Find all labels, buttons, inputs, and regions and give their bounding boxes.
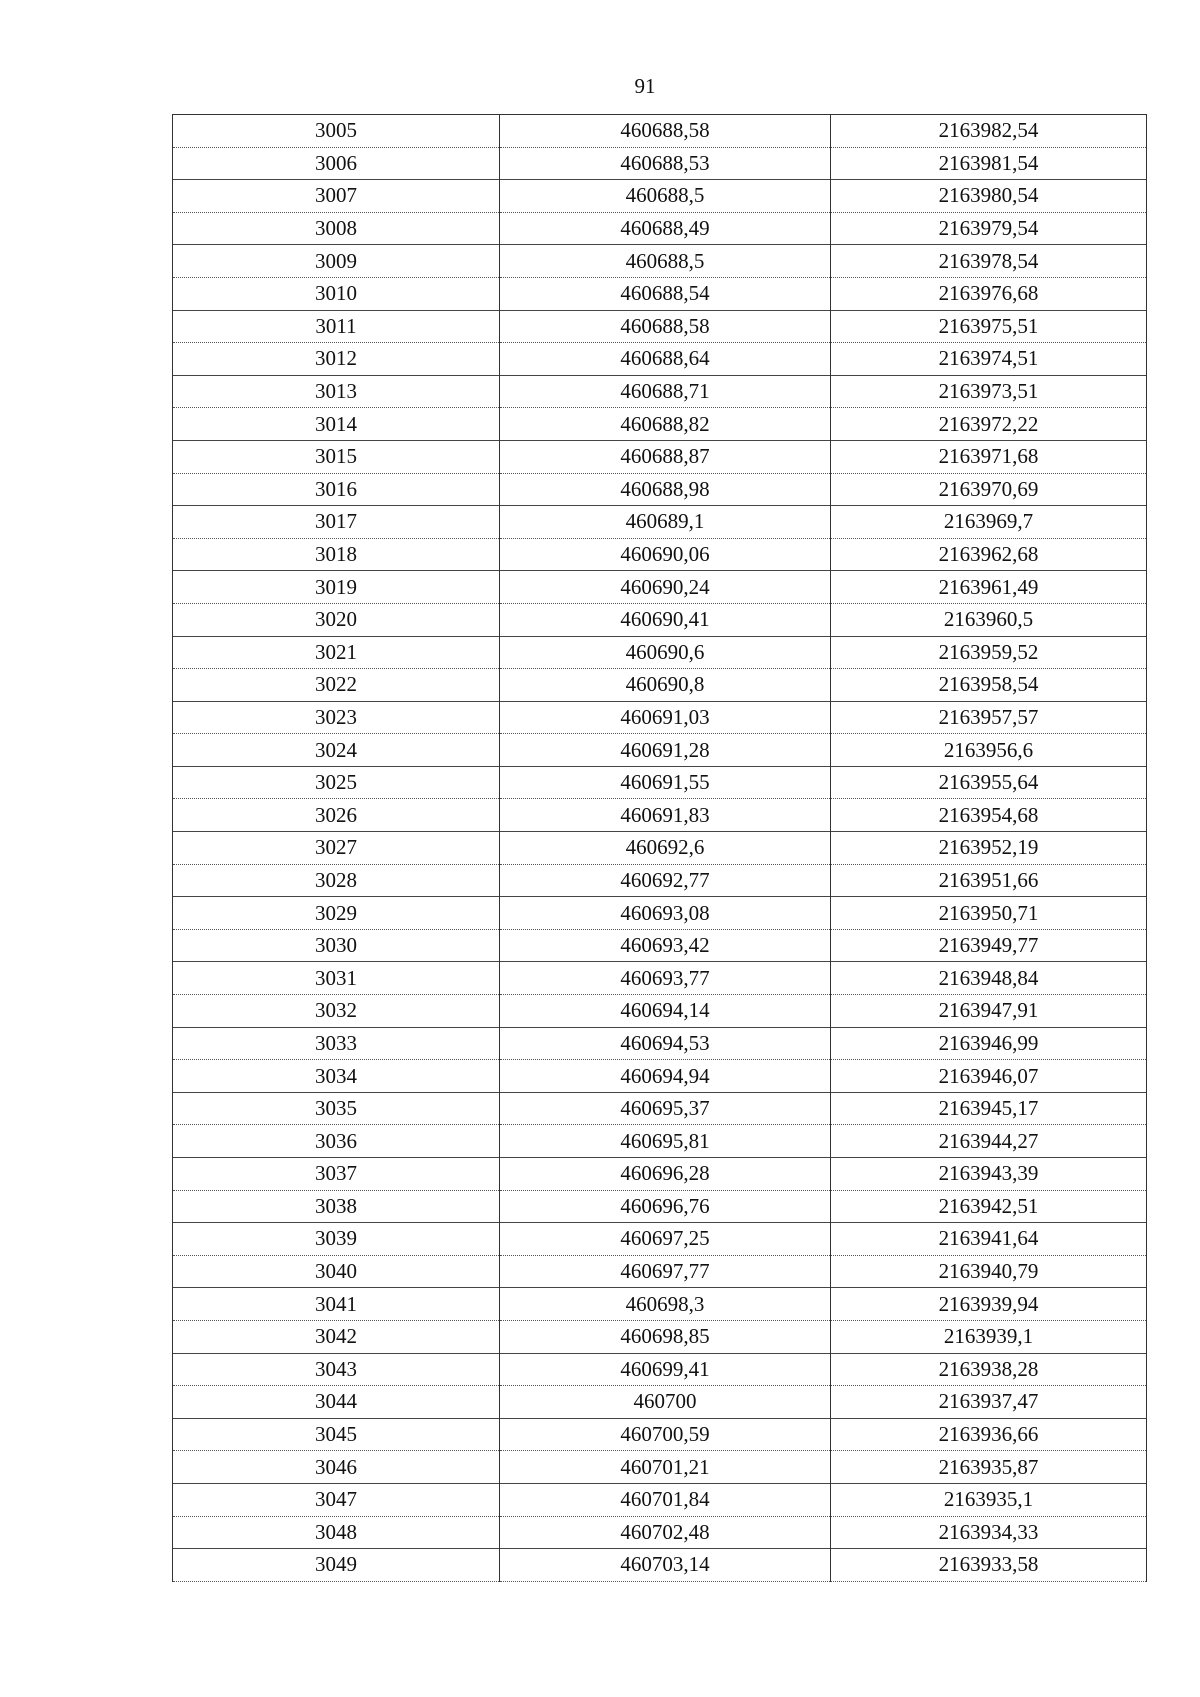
x-coordinate-cell: 460688,53 — [500, 147, 831, 180]
point-number-cell: 3022 — [173, 669, 500, 702]
table-row — [173, 799, 1147, 832]
x-coordinate-cell: 460688,58 — [500, 115, 831, 148]
table-row — [173, 277, 1147, 310]
x-coordinate-cell: 460695,37 — [500, 1092, 831, 1125]
table-row — [173, 473, 1147, 506]
table-row — [173, 1386, 1147, 1419]
table-row — [173, 571, 1147, 604]
x-coordinate-cell: 460700,59 — [500, 1418, 831, 1451]
y-coordinate-cell: 2163944,27 — [831, 1125, 1147, 1158]
x-coordinate-cell: 460695,81 — [500, 1125, 831, 1158]
y-coordinate-cell: 2163942,51 — [831, 1190, 1147, 1223]
x-coordinate-cell: 460700 — [500, 1386, 831, 1419]
y-coordinate-cell: 2163934,33 — [831, 1516, 1147, 1549]
point-number-cell: 3037 — [173, 1158, 500, 1191]
x-coordinate-cell: 460688,58 — [500, 310, 831, 343]
x-coordinate-cell: 460688,87 — [500, 440, 831, 473]
point-number-cell: 3047 — [173, 1483, 500, 1516]
point-number-cell: 3038 — [173, 1190, 500, 1223]
x-coordinate-cell: 460688,5 — [500, 180, 831, 213]
point-number-cell: 3040 — [173, 1255, 500, 1288]
x-coordinate-cell: 460690,41 — [500, 603, 831, 636]
table-row — [173, 701, 1147, 734]
table-row — [173, 440, 1147, 473]
y-coordinate-cell: 2163937,47 — [831, 1386, 1147, 1419]
y-coordinate-cell: 2163933,58 — [831, 1549, 1147, 1582]
x-coordinate-cell: 460691,55 — [500, 766, 831, 799]
table-row — [173, 538, 1147, 571]
point-number-cell: 3020 — [173, 603, 500, 636]
table-row — [173, 375, 1147, 408]
point-number-cell: 3026 — [173, 799, 500, 832]
y-coordinate-cell: 2163936,66 — [831, 1418, 1147, 1451]
y-coordinate-cell: 2163957,57 — [831, 701, 1147, 734]
table-row — [173, 115, 1147, 148]
y-coordinate-cell: 2163935,87 — [831, 1451, 1147, 1484]
table-row — [173, 245, 1147, 278]
x-coordinate-cell: 460691,28 — [500, 734, 831, 767]
page-number: 91 — [634, 74, 656, 98]
point-number-cell: 3043 — [173, 1353, 500, 1386]
point-number-cell: 3006 — [173, 147, 500, 180]
point-number-cell: 3036 — [173, 1125, 500, 1158]
point-number-cell: 3014 — [173, 408, 500, 441]
point-number-cell: 3034 — [173, 1060, 500, 1093]
y-coordinate-cell: 2163981,54 — [831, 147, 1147, 180]
point-number-cell: 3010 — [173, 277, 500, 310]
table-row — [173, 962, 1147, 995]
x-coordinate-cell: 460693,42 — [500, 929, 831, 962]
y-coordinate-cell: 2163974,51 — [831, 343, 1147, 376]
x-coordinate-cell: 460693,77 — [500, 962, 831, 995]
table-row — [173, 603, 1147, 636]
y-coordinate-cell: 2163943,39 — [831, 1158, 1147, 1191]
y-coordinate-cell: 2163938,28 — [831, 1353, 1147, 1386]
table-row — [173, 832, 1147, 865]
point-number-cell: 3045 — [173, 1418, 500, 1451]
table-row — [173, 1190, 1147, 1223]
point-number-cell: 3046 — [173, 1451, 500, 1484]
x-coordinate-cell: 460702,48 — [500, 1516, 831, 1549]
x-coordinate-cell: 460690,6 — [500, 636, 831, 669]
point-number-cell: 3031 — [173, 962, 500, 995]
table-row — [173, 1092, 1147, 1125]
y-coordinate-cell: 2163952,19 — [831, 832, 1147, 865]
coordinates-table-body — [173, 115, 1147, 1582]
table-row — [173, 1060, 1147, 1093]
y-coordinate-cell: 2163961,49 — [831, 571, 1147, 604]
point-number-cell: 3035 — [173, 1092, 500, 1125]
x-coordinate-cell: 460694,94 — [500, 1060, 831, 1093]
y-coordinate-cell: 2163955,64 — [831, 766, 1147, 799]
y-coordinate-cell: 2163939,94 — [831, 1288, 1147, 1321]
y-coordinate-cell: 2163982,54 — [831, 115, 1147, 148]
x-coordinate-cell: 460697,25 — [500, 1223, 831, 1256]
table-row — [173, 343, 1147, 376]
x-coordinate-cell: 460688,5 — [500, 245, 831, 278]
point-number-cell: 3039 — [173, 1223, 500, 1256]
point-number-cell: 3033 — [173, 1027, 500, 1060]
x-coordinate-cell: 460696,76 — [500, 1190, 831, 1223]
table-row — [173, 1223, 1147, 1256]
y-coordinate-cell: 2163948,84 — [831, 962, 1147, 995]
x-coordinate-cell: 460691,83 — [500, 799, 831, 832]
y-coordinate-cell: 2163935,1 — [831, 1483, 1147, 1516]
y-coordinate-cell: 2163970,69 — [831, 473, 1147, 506]
x-coordinate-cell: 460689,1 — [500, 506, 831, 539]
y-coordinate-cell: 2163945,17 — [831, 1092, 1147, 1125]
table-row — [173, 1418, 1147, 1451]
point-number-cell: 3030 — [173, 929, 500, 962]
table-row — [173, 1255, 1147, 1288]
table-row — [173, 1158, 1147, 1191]
table-row — [173, 180, 1147, 213]
point-number-cell: 3008 — [173, 212, 500, 245]
table-row — [173, 1483, 1147, 1516]
table-row — [173, 636, 1147, 669]
x-coordinate-cell: 460688,64 — [500, 343, 831, 376]
x-coordinate-cell: 460696,28 — [500, 1158, 831, 1191]
table-row — [173, 929, 1147, 962]
y-coordinate-cell: 2163972,22 — [831, 408, 1147, 441]
table-row — [173, 1288, 1147, 1321]
x-coordinate-cell: 460688,49 — [500, 212, 831, 245]
x-coordinate-cell: 460694,14 — [500, 995, 831, 1028]
x-coordinate-cell: 460690,24 — [500, 571, 831, 604]
x-coordinate-cell: 460692,77 — [500, 864, 831, 897]
point-number-cell: 3017 — [173, 506, 500, 539]
x-coordinate-cell: 460701,84 — [500, 1483, 831, 1516]
point-number-cell: 3021 — [173, 636, 500, 669]
y-coordinate-cell: 2163976,68 — [831, 277, 1147, 310]
y-coordinate-cell: 2163954,68 — [831, 799, 1147, 832]
y-coordinate-cell: 2163951,66 — [831, 864, 1147, 897]
x-coordinate-cell: 460693,08 — [500, 897, 831, 930]
y-coordinate-cell: 2163941,64 — [831, 1223, 1147, 1256]
y-coordinate-cell: 2163969,7 — [831, 506, 1147, 539]
table-row — [173, 1125, 1147, 1158]
table-row — [173, 669, 1147, 702]
point-number-cell: 3009 — [173, 245, 500, 278]
point-number-cell: 3019 — [173, 571, 500, 604]
point-number-cell: 3013 — [173, 375, 500, 408]
x-coordinate-cell: 460688,98 — [500, 473, 831, 506]
table-row — [173, 766, 1147, 799]
x-coordinate-cell: 460688,82 — [500, 408, 831, 441]
table-row — [173, 147, 1147, 180]
point-number-cell: 3016 — [173, 473, 500, 506]
x-coordinate-cell: 460688,71 — [500, 375, 831, 408]
x-coordinate-cell: 460691,03 — [500, 701, 831, 734]
y-coordinate-cell: 2163980,54 — [831, 180, 1147, 213]
y-coordinate-cell: 2163978,54 — [831, 245, 1147, 278]
y-coordinate-cell: 2163973,51 — [831, 375, 1147, 408]
table-row — [173, 1320, 1147, 1353]
y-coordinate-cell: 2163946,99 — [831, 1027, 1147, 1060]
x-coordinate-cell: 460699,41 — [500, 1353, 831, 1386]
y-coordinate-cell: 2163950,71 — [831, 897, 1147, 930]
point-number-cell: 3044 — [173, 1386, 500, 1419]
y-coordinate-cell: 2163960,5 — [831, 603, 1147, 636]
table-row — [173, 310, 1147, 343]
y-coordinate-cell: 2163946,07 — [831, 1060, 1147, 1093]
point-number-cell: 3015 — [173, 440, 500, 473]
y-coordinate-cell: 2163962,68 — [831, 538, 1147, 571]
x-coordinate-cell: 460690,8 — [500, 669, 831, 702]
x-coordinate-cell: 460694,53 — [500, 1027, 831, 1060]
point-number-cell: 3018 — [173, 538, 500, 571]
point-number-cell: 3027 — [173, 832, 500, 865]
y-coordinate-cell: 2163940,79 — [831, 1255, 1147, 1288]
x-coordinate-cell: 460701,21 — [500, 1451, 831, 1484]
y-coordinate-cell: 2163956,6 — [831, 734, 1147, 767]
table-row — [173, 864, 1147, 897]
point-number-cell: 3042 — [173, 1320, 500, 1353]
table-row — [173, 1451, 1147, 1484]
x-coordinate-cell: 460698,85 — [500, 1320, 831, 1353]
table-row — [173, 1549, 1147, 1582]
point-number-cell: 3023 — [173, 701, 500, 734]
table-row — [173, 995, 1147, 1028]
y-coordinate-cell: 2163958,54 — [831, 669, 1147, 702]
point-number-cell: 3005 — [173, 115, 500, 148]
x-coordinate-cell: 460690,06 — [500, 538, 831, 571]
point-number-cell: 3032 — [173, 995, 500, 1028]
x-coordinate-cell: 460703,14 — [500, 1549, 831, 1582]
x-coordinate-cell: 460688,54 — [500, 277, 831, 310]
x-coordinate-cell: 460692,6 — [500, 832, 831, 865]
y-coordinate-cell: 2163971,68 — [831, 440, 1147, 473]
point-number-cell: 3011 — [173, 310, 500, 343]
y-coordinate-cell: 2163947,91 — [831, 995, 1147, 1028]
table-row — [173, 1027, 1147, 1060]
y-coordinate-cell: 2163975,51 — [831, 310, 1147, 343]
table-row — [173, 734, 1147, 767]
point-number-cell: 3029 — [173, 897, 500, 930]
table-row — [173, 212, 1147, 245]
point-number-cell: 3024 — [173, 734, 500, 767]
y-coordinate-cell: 2163949,77 — [831, 929, 1147, 962]
point-number-cell: 3025 — [173, 766, 500, 799]
point-number-cell: 3041 — [173, 1288, 500, 1321]
table-row — [173, 897, 1147, 930]
coordinates-table — [172, 114, 1147, 1582]
table-row — [173, 506, 1147, 539]
point-number-cell: 3048 — [173, 1516, 500, 1549]
y-coordinate-cell: 2163939,1 — [831, 1320, 1147, 1353]
y-coordinate-cell: 2163979,54 — [831, 212, 1147, 245]
x-coordinate-cell: 460697,77 — [500, 1255, 831, 1288]
point-number-cell: 3012 — [173, 343, 500, 376]
x-coordinate-cell: 460698,3 — [500, 1288, 831, 1321]
table-row — [173, 1353, 1147, 1386]
point-number-cell: 3028 — [173, 864, 500, 897]
point-number-cell: 3049 — [173, 1549, 500, 1582]
table-row — [173, 1516, 1147, 1549]
y-coordinate-cell: 2163959,52 — [831, 636, 1147, 669]
point-number-cell: 3007 — [173, 180, 500, 213]
table-row — [173, 408, 1147, 441]
